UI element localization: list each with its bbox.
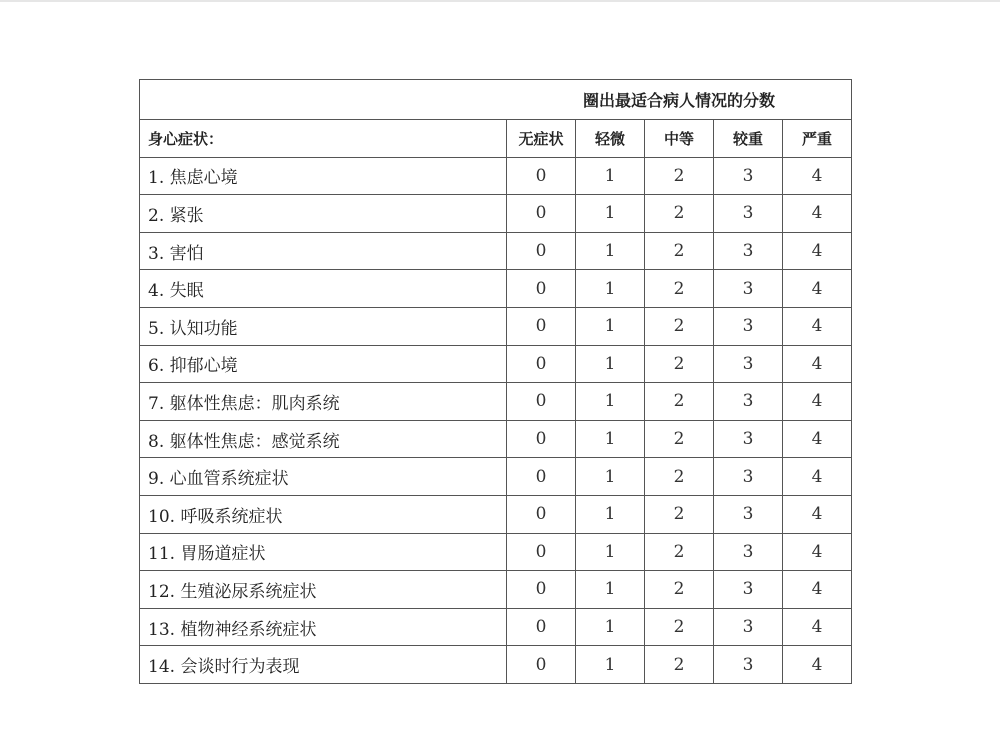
score-option[interactable]: 4 [783, 458, 852, 496]
score-option[interactable]: 4 [783, 195, 852, 233]
score-option[interactable]: 1 [576, 195, 645, 233]
table-row [140, 345, 852, 383]
score-option[interactable]: 2 [645, 608, 714, 646]
score-option[interactable]: 2 [645, 495, 714, 533]
symptom-item: 12. 生殖泌尿系统症状 [140, 571, 507, 609]
score-option[interactable]: 2 [645, 307, 714, 345]
score-option[interactable]: 4 [783, 533, 852, 571]
table-row [140, 571, 852, 609]
score-option[interactable]: 4 [783, 420, 852, 458]
symptom-item: 2. 紧张 [140, 195, 507, 233]
score-option[interactable]: 1 [576, 232, 645, 270]
score-option[interactable]: 0 [507, 383, 576, 421]
score-option[interactable]: 4 [783, 232, 852, 270]
score-option[interactable]: 4 [783, 495, 852, 533]
symptom-column-header: 身心症状： [140, 120, 507, 158]
table-row [140, 420, 852, 458]
score-option[interactable]: 0 [507, 571, 576, 609]
level-header-moderate: 中等 [645, 120, 714, 158]
level-header-severe: 较重 [714, 120, 783, 158]
score-option[interactable]: 1 [576, 646, 645, 684]
table-title: 圈出最适合病人情况的分数 [140, 80, 852, 120]
symptom-item: 1. 焦虑心境 [140, 157, 507, 195]
score-option[interactable]: 3 [714, 495, 783, 533]
level-header-none: 无症状 [507, 120, 576, 158]
table-row [140, 157, 852, 195]
score-option[interactable]: 0 [507, 533, 576, 571]
score-option[interactable]: 4 [783, 383, 852, 421]
score-option[interactable]: 2 [645, 646, 714, 684]
symptom-item: 11. 胃肠道症状 [140, 533, 507, 571]
score-option[interactable]: 0 [507, 270, 576, 308]
score-option[interactable]: 3 [714, 195, 783, 233]
table-row [140, 195, 852, 233]
score-option[interactable]: 3 [714, 157, 783, 195]
score-option[interactable]: 1 [576, 383, 645, 421]
score-option[interactable]: 1 [576, 608, 645, 646]
score-option[interactable]: 2 [645, 232, 714, 270]
score-option[interactable]: 2 [645, 420, 714, 458]
level-header-mild: 轻微 [576, 120, 645, 158]
score-option[interactable]: 2 [645, 533, 714, 571]
table-row [140, 533, 852, 571]
score-option[interactable]: 1 [576, 420, 645, 458]
score-option[interactable]: 1 [576, 157, 645, 195]
score-option[interactable]: 4 [783, 571, 852, 609]
score-option[interactable]: 4 [783, 157, 852, 195]
symptom-item: 3. 害怕 [140, 232, 507, 270]
score-option[interactable]: 2 [645, 458, 714, 496]
score-option[interactable]: 0 [507, 458, 576, 496]
symptom-item: 7. 躯体性焦虑：肌肉系统 [140, 383, 507, 421]
symptom-item: 9. 心血管系统症状 [140, 458, 507, 496]
score-option[interactable]: 3 [714, 533, 783, 571]
symptom-item: 6. 抑郁心境 [140, 345, 507, 383]
score-option[interactable]: 1 [576, 345, 645, 383]
score-option[interactable]: 0 [507, 420, 576, 458]
score-option[interactable]: 4 [783, 345, 852, 383]
symptom-item: 13. 植物神经系统症状 [140, 608, 507, 646]
score-option[interactable]: 3 [714, 232, 783, 270]
score-option[interactable]: 2 [645, 383, 714, 421]
score-option[interactable]: 3 [714, 608, 783, 646]
score-option[interactable]: 0 [507, 157, 576, 195]
table-row [140, 307, 852, 345]
score-option[interactable]: 1 [576, 533, 645, 571]
score-option[interactable]: 1 [576, 571, 645, 609]
score-option[interactable]: 1 [576, 307, 645, 345]
table-row [140, 232, 852, 270]
table-header-row [140, 120, 852, 158]
score-option[interactable]: 0 [507, 307, 576, 345]
score-option[interactable]: 2 [645, 157, 714, 195]
score-option[interactable]: 2 [645, 571, 714, 609]
score-option[interactable]: 2 [645, 270, 714, 308]
top-divider [0, 0, 1000, 2]
score-option[interactable]: 0 [507, 345, 576, 383]
table-row [140, 458, 852, 496]
table-row [140, 646, 852, 684]
score-option[interactable]: 4 [783, 307, 852, 345]
symptom-item: 4. 失眠 [140, 270, 507, 308]
anxiety-rating-table [139, 79, 852, 684]
score-option[interactable]: 4 [783, 270, 852, 308]
score-option[interactable]: 3 [714, 458, 783, 496]
score-option[interactable]: 3 [714, 270, 783, 308]
symptom-item: 5. 认知功能 [140, 307, 507, 345]
score-option[interactable]: 2 [645, 345, 714, 383]
table-row [140, 383, 852, 421]
score-option[interactable]: 2 [645, 195, 714, 233]
table-row [140, 270, 852, 308]
score-option[interactable]: 3 [714, 383, 783, 421]
score-option[interactable]: 3 [714, 307, 783, 345]
score-option[interactable]: 1 [576, 495, 645, 533]
symptom-item: 8. 躯体性焦虑：感觉系统 [140, 420, 507, 458]
score-option[interactable]: 1 [576, 270, 645, 308]
table-row [140, 608, 852, 646]
score-option[interactable]: 0 [507, 495, 576, 533]
score-option[interactable]: 4 [783, 608, 852, 646]
score-option[interactable]: 0 [507, 232, 576, 270]
table-row [140, 495, 852, 533]
score-option[interactable]: 3 [714, 571, 783, 609]
level-header-extreme: 严重 [783, 120, 852, 158]
score-option[interactable]: 4 [783, 646, 852, 684]
score-option[interactable]: 1 [576, 458, 645, 496]
symptom-item: 14. 会谈时行为表现 [140, 646, 507, 684]
symptom-item: 10. 呼吸系统症状 [140, 495, 507, 533]
score-option[interactable]: 0 [507, 195, 576, 233]
table-title-row [140, 80, 852, 120]
score-option[interactable]: 0 [507, 608, 576, 646]
score-option[interactable]: 3 [714, 345, 783, 383]
score-option[interactable]: 3 [714, 646, 783, 684]
score-option[interactable]: 0 [507, 646, 576, 684]
score-option[interactable]: 3 [714, 420, 783, 458]
